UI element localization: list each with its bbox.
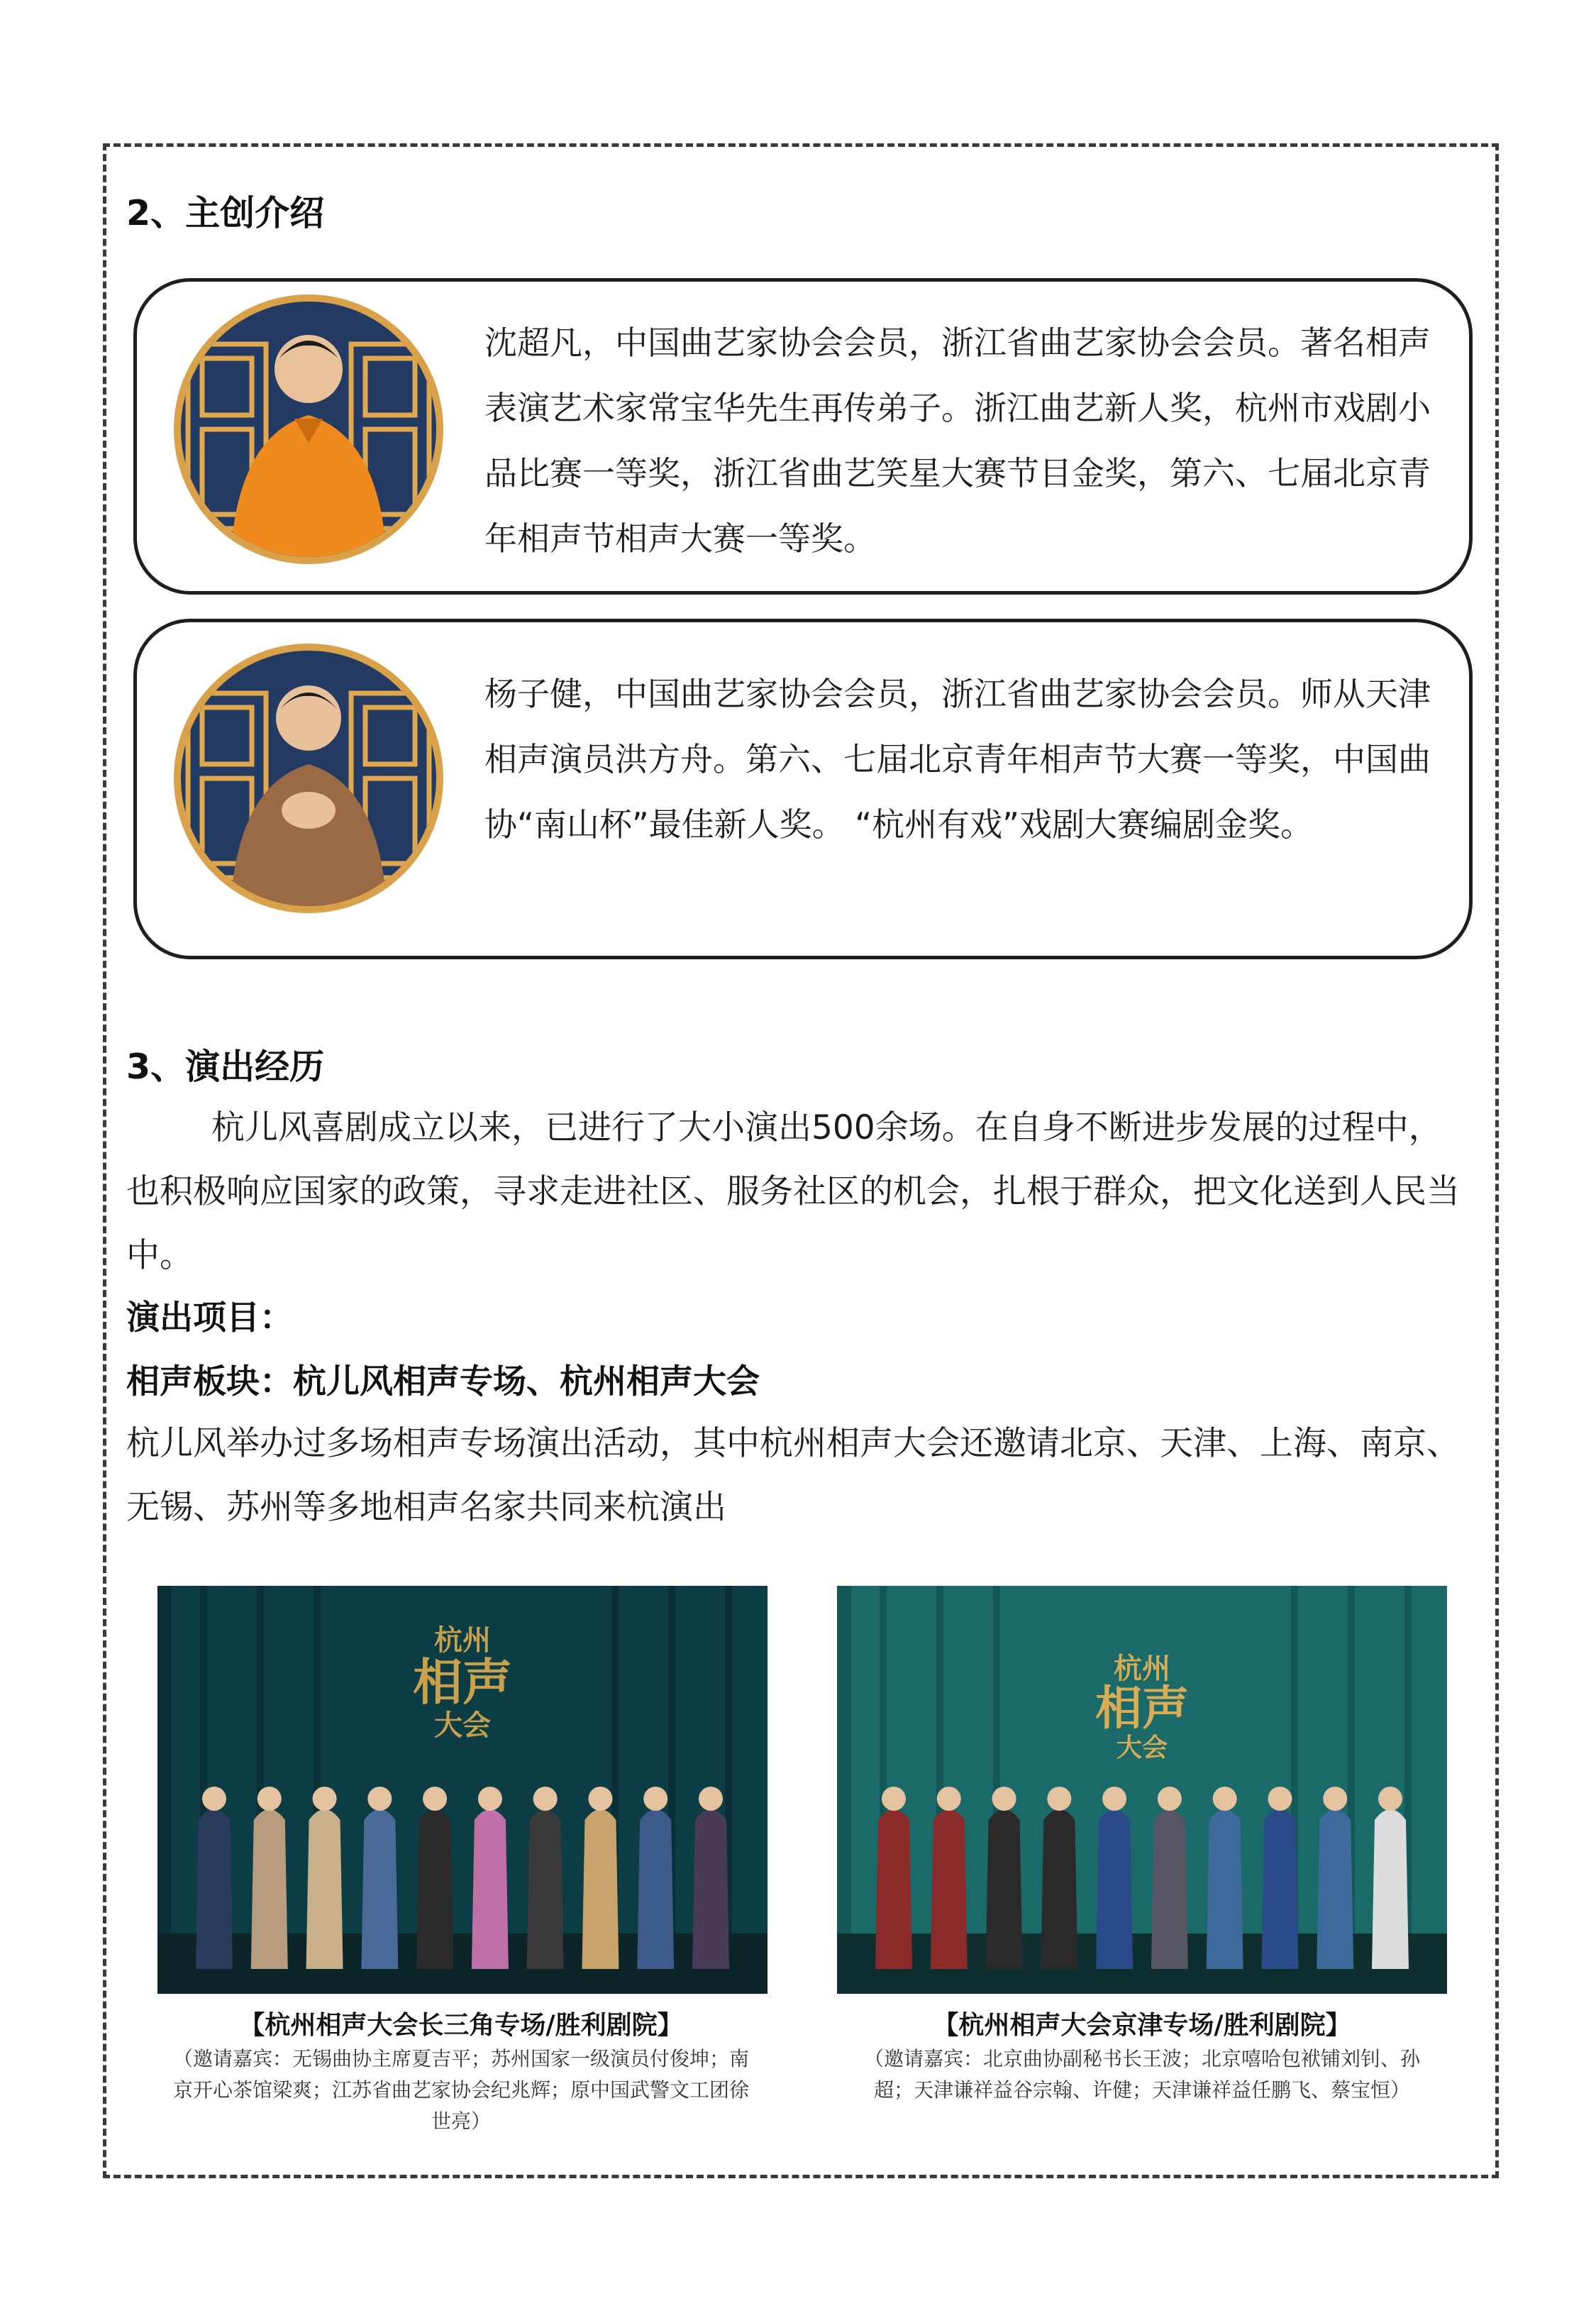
founder-portrait-1 (174, 294, 443, 564)
performer (637, 1809, 674, 1969)
performer-head (1378, 1787, 1402, 1811)
stage-photo-2 (837, 1586, 1447, 1994)
performer (361, 1809, 398, 1969)
performer (251, 1809, 288, 1969)
performer-head (1323, 1787, 1347, 1811)
photo-2-caption-guests: （邀请嘉宾：北京曲协副秘书长王波；北京嘻哈包袱铺刘钊、孙超；天津谦祥益谷宗翰、许健；天津谦祥益任鹏飞、蔡宝恒） (863, 2047, 1420, 2102)
performer-head (1158, 1787, 1182, 1811)
performer-head (533, 1787, 558, 1811)
performer (1151, 1809, 1188, 1969)
performance-intro: 杭儿风喜剧成立以来，已进行了大小演出500余场。在自身不断进步发展的过程中，也积极响应国家的政策，寻求走进社区、服务社区的机会，扎根于群众，把文化送到人民当中。 (126, 1108, 1460, 1275)
performer (472, 1809, 509, 1969)
performer-head (1047, 1787, 1071, 1811)
performer (1372, 1809, 1409, 1969)
performer (1317, 1809, 1353, 1969)
performer-head (1102, 1787, 1126, 1811)
performer (1041, 1809, 1077, 1969)
performer-head (992, 1787, 1016, 1811)
founder-portrait-2 (174, 644, 443, 913)
section-heading-founders: 2、主创介绍 (126, 193, 325, 233)
stage-logo-line-3: 大会 (1116, 1733, 1168, 1762)
performer-head (202, 1787, 226, 1811)
stage-logo-line-1: 杭州 (434, 1623, 491, 1657)
performer-head (1213, 1787, 1237, 1811)
photo-1-caption-guests: （邀请嘉宾：无锡曲协主席夏吉平；苏州国家一级演员付俊坤；南京开心茶馆梁爽；江苏省曲艺家协会纪兆辉；原中国武警文工团徐世亮） (172, 2047, 749, 2133)
performer-head (699, 1787, 723, 1811)
performer (582, 1809, 619, 1969)
performer-head (1268, 1787, 1292, 1811)
performer (527, 1809, 564, 1969)
performer (875, 1809, 912, 1969)
performer (1096, 1809, 1133, 1969)
stage-logo-line-2: 相声 (1095, 1680, 1189, 1736)
stage-logo-line-1: 杭州 (1114, 1652, 1170, 1685)
performer-head (882, 1787, 906, 1811)
performer (1207, 1809, 1243, 1969)
performer (416, 1809, 453, 1969)
performer (931, 1809, 968, 1969)
performer-head (588, 1787, 612, 1811)
section-heading-performances: 3、演出经历 (126, 1047, 325, 1087)
performer (1261, 1809, 1298, 1969)
performer (692, 1809, 729, 1969)
performer-head (937, 1787, 961, 1811)
performer-head (478, 1787, 502, 1811)
stage-photo-1 (157, 1586, 767, 1994)
founder-bio-2: 杨子健，中国曲艺家协会会员，浙江省曲艺家协会会员。师从天津相声演员洪方舟。第六、七届北京青年相声节大赛一等奖，中国曲协“南山杯”最佳新人奖。 “杭州有戏”戏剧大赛编剧金奖。 (484, 675, 1431, 844)
stage-logo-line-2: 相声 (413, 1653, 512, 1711)
photo-2-caption-title: 【杭州相声大会京津专场/胜利剧院】 (933, 2010, 1351, 2040)
photo-1-caption-title: 【杭州相声大会长三角专场/胜利剧院】 (239, 2010, 683, 2040)
founder-bio-1: 沈超凡，中国曲艺家协会会员，浙江省曲艺家协会会员。著名相声表演艺术家常宝华先生再传弟子。浙江曲艺新人奖，杭州市戏剧小品比赛一等奖，浙江省曲艺笑星大赛节目金奖，第六、七届北京青年相声节相声大赛一等奖。 (484, 324, 1431, 558)
performer (986, 1809, 1023, 1969)
xiangsheng-desc: 杭儿风举办过多场相声专场演出活动，其中杭州相声大会还邀请北京、天津、上海、南京、无锡、苏州等多地相声名家共同来杭演出 (126, 1424, 1460, 1527)
xiangsheng-label: 相声板块：杭儿风相声专场、杭州相声大会 (126, 1362, 760, 1401)
lattice-portrait-graphic (181, 302, 436, 557)
performer-head (643, 1787, 667, 1811)
projects-label: 演出项目： (126, 1298, 293, 1337)
founder-card-1 (133, 278, 1473, 595)
performer-head (423, 1787, 447, 1811)
lattice-portrait-graphic (181, 651, 436, 906)
performer-head (257, 1787, 282, 1811)
performer-head (367, 1787, 392, 1811)
performer-head (313, 1787, 337, 1811)
performer (306, 1809, 343, 1969)
performer (196, 1809, 233, 1969)
founder-card-2 (133, 619, 1473, 959)
stage-logo-line-3: 大会 (434, 1709, 491, 1742)
